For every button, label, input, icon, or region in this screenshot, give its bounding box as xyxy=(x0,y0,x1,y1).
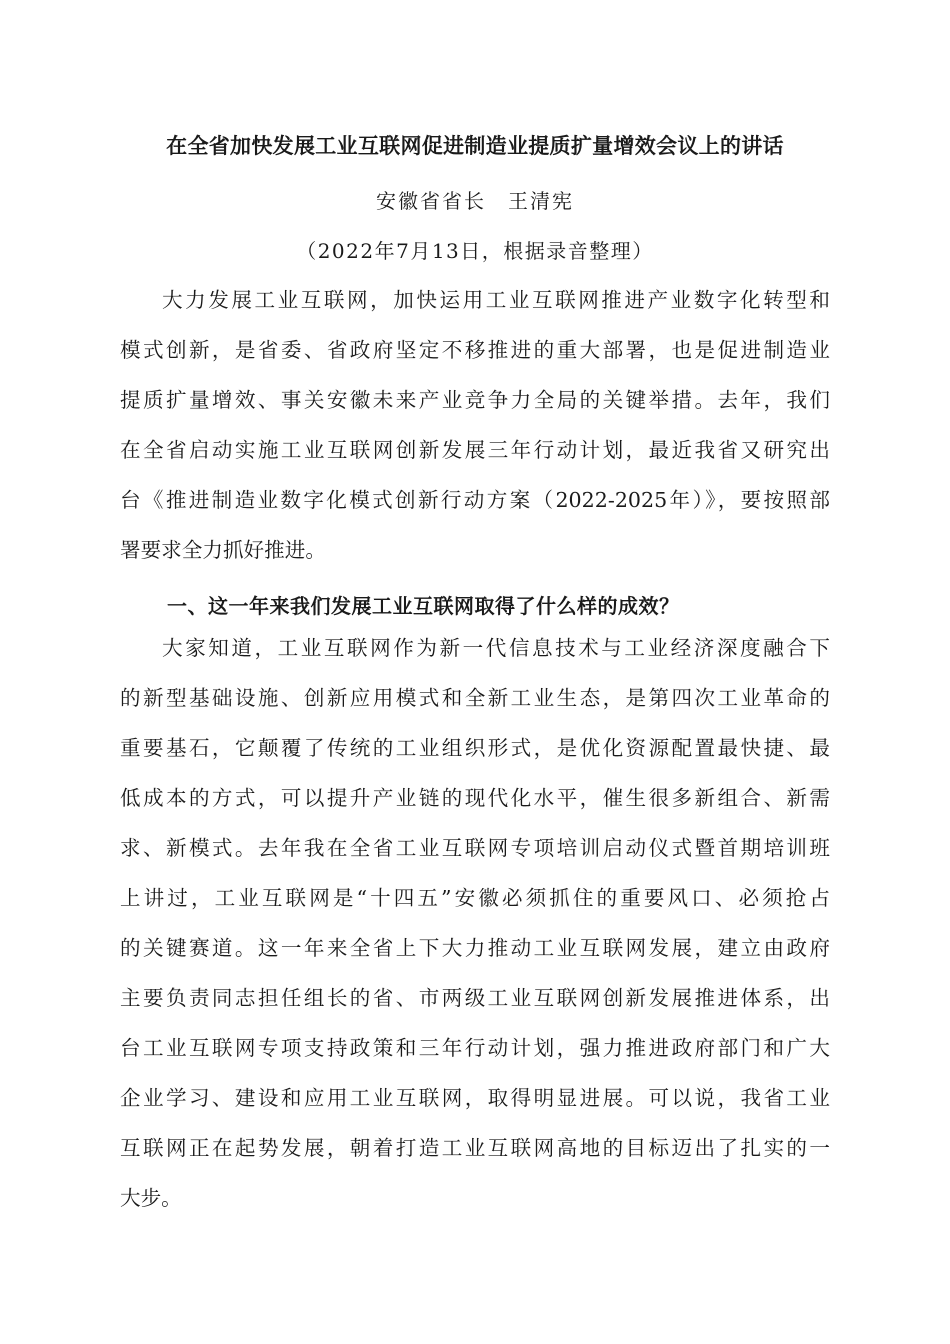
text-line: 求、新模式。去年我在全省工业互联网专项培训启动仪式暨首期培训班 xyxy=(120,836,830,860)
text-line: 的新型基础设施、创新应用模式和全新工业生态，是第四次工业革命的 xyxy=(120,686,830,710)
text-line: 台工业互联网专项支持政策和三年行动计划，强力推进政府部门和广大 xyxy=(120,1036,830,1060)
text-line: 上讲过，工业互联网是“十四五”安徽必须抓住的重要风口、必须抢占 xyxy=(120,886,830,910)
text-line: 署要求全力抓好推进。 xyxy=(120,538,326,562)
text-line: 台《推进制造业数字化模式创新行动方案（2022-2025年）》，要按照部 xyxy=(120,488,830,512)
text-line: 模式创新，是省委、省政府坚定不移推进的重大部署，也是促进制造业 xyxy=(120,338,830,362)
text-line: 大家知道，工业互联网作为新一代信息技术与工业经济深度融合下 xyxy=(162,636,830,660)
speech-title: 在全省加快发展工业互联网促进制造业提质扩量增效会议上的讲话 xyxy=(166,134,784,158)
date-note: （2022年7月13日，根据录音整理） xyxy=(296,239,654,263)
paragraph-2-line xyxy=(0,1182,950,1214)
author-role: 安徽省省长 xyxy=(376,189,486,213)
paragraph-2-line xyxy=(0,1032,950,1064)
paragraph-2-line xyxy=(0,932,950,964)
author-line xyxy=(0,187,950,215)
paragraph-1-line xyxy=(0,534,950,566)
text-line: 的关键赛道。这一年来全省上下大力推动工业互联网发展，建立由政府 xyxy=(120,936,830,960)
paragraph-2-line xyxy=(0,682,950,714)
text-line: 重要基石，它颠覆了传统的工业组织形式，是优化资源配置最快捷、最 xyxy=(120,736,830,760)
paragraph-1-line xyxy=(0,334,950,366)
text-line: 在全省启动实施工业互联网创新发展三年行动计划，最近我省又研究出 xyxy=(120,438,830,462)
text-line: 低成本的方式，可以提升产业链的现代化水平，催生很多新组合、新需 xyxy=(120,786,830,810)
paragraph-2-line xyxy=(0,882,950,914)
paragraph-1-line xyxy=(0,484,950,516)
paragraph-2-line xyxy=(0,982,950,1014)
text-line: 提质扩量增效、事关安徽未来产业竞争力全局的关键举措。去年，我们 xyxy=(120,388,830,412)
text-line: 大力发展工业互联网，加快运用工业互联网推进产业数字化转型和 xyxy=(162,288,830,312)
paragraph-2-line xyxy=(0,1132,950,1164)
paragraph-2-line xyxy=(0,732,950,764)
text-line: 互联网正在起势发展，朝着打造工业互联网高地的目标迈出了扎实的一 xyxy=(120,1136,830,1160)
text-line: 大步。 xyxy=(120,1186,182,1210)
paragraph-2-line xyxy=(0,632,950,664)
author-name: 王清宪 xyxy=(508,189,574,213)
section-heading: 一、这一年来我们发展工业互联网取得了什么样的成效？ xyxy=(167,594,680,618)
paragraph-1-line xyxy=(0,434,950,466)
paragraph-2-line xyxy=(0,832,950,864)
paragraph-2-line xyxy=(0,1082,950,1114)
paragraph-2-line xyxy=(0,782,950,814)
text-line: 主要负责同志担任组长的省、市两级工业互联网创新发展推进体系，出 xyxy=(120,986,830,1010)
paragraph-1-line xyxy=(0,384,950,416)
paragraph-1-line xyxy=(0,284,950,316)
text-line: 企业学习、建设和应用工业互联网，取得明显进展。可以说，我省工业 xyxy=(120,1086,830,1110)
